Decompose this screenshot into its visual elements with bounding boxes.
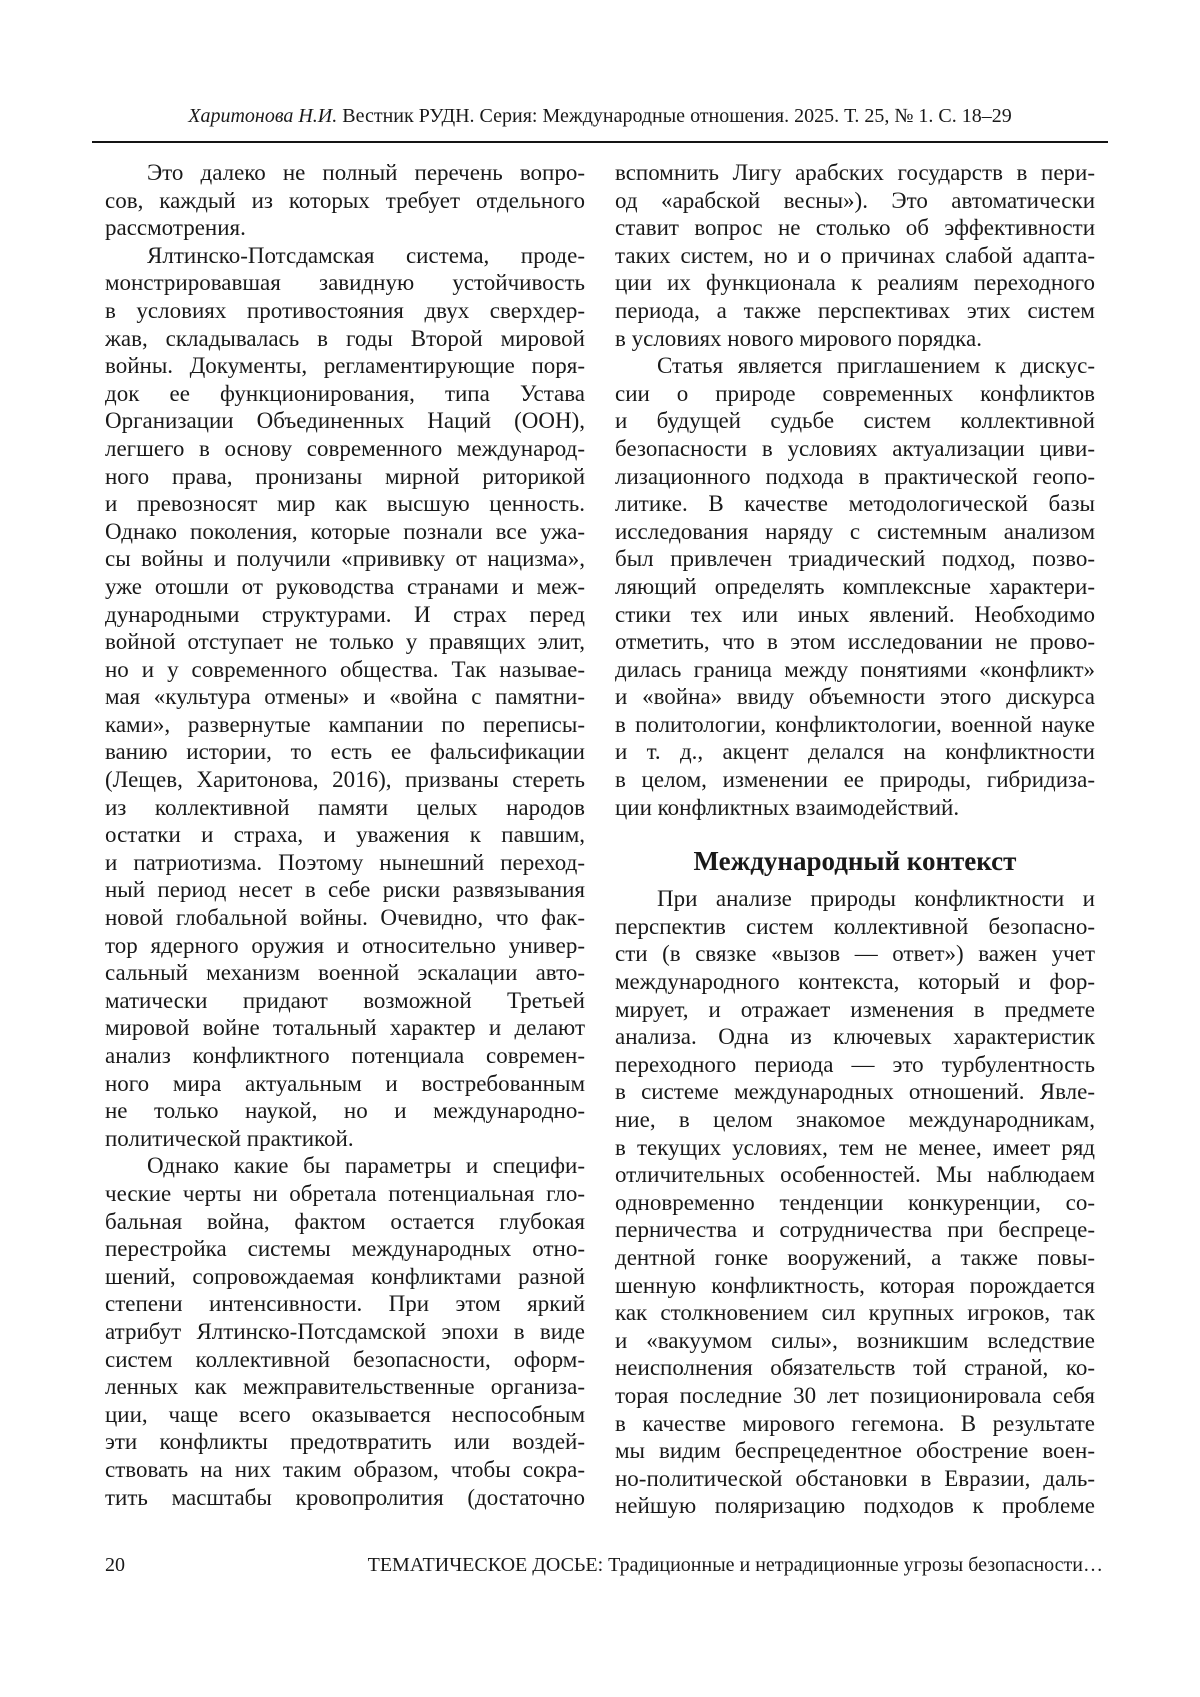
text-line: дентной гонке вооружений, а также повы- <box>615 1244 1095 1270</box>
text-line: в политологии, конфликтологии, военной науке <box>615 711 1095 737</box>
header-citation: Вестник РУДН. Серия: Международные отношения. 2025. Т. 25, № 1. С. 18–29 <box>342 105 1012 127</box>
text-line: одновременно тенденции конкуренции, со- <box>615 1189 1095 1215</box>
text-line: стики тех или иных явлений. Необходимо <box>615 601 1095 627</box>
text-line: рассмотрения. <box>105 215 246 241</box>
text-line: мы видим беспрецедентное обострение воен- <box>615 1438 1095 1464</box>
text-line: в системе международных отношений. Явле- <box>615 1079 1095 1105</box>
text-line: ствовать на них таким образом, чтобы сокра- <box>105 1456 585 1482</box>
text-line: шенную конфликтность, которая порождается <box>615 1272 1095 1298</box>
paragraph <box>615 159 1095 352</box>
text-line: международного контекста, который и фор- <box>615 969 1095 995</box>
text-line: легшего в основу современного международ- <box>105 435 585 461</box>
text-line: Статья является приглашением к дискус- <box>657 353 1095 379</box>
text-line: как столкновением сил крупных игроков, так <box>615 1300 1095 1326</box>
text-line: тить масштабы кровопролития (достаточно <box>105 1484 585 1510</box>
text-line: Организации Объединенных Наций (ООН), <box>105 408 585 434</box>
text-line: ции их функционала к реалиям переходного <box>615 270 1095 296</box>
text-line: перничества и сотрудничества при беспреце- <box>615 1217 1095 1243</box>
text-line: док ее функционирования, типа Устава <box>105 380 585 406</box>
text-line: анализ конфликтного потенциала современ- <box>105 1043 585 1068</box>
text-line: нейшую поляризацию подходов к проблеме <box>615 1493 1095 1519</box>
text-line: был привлечен триадический подход, позво- <box>615 546 1095 572</box>
text-line: из коллективной памяти целых народов <box>105 794 585 820</box>
section-heading: Международный контекст <box>693 846 1017 877</box>
text-line: перспектив систем коллективной безопасно- <box>615 913 1095 939</box>
text-line: тор ядерного оружия и относительно универ- <box>105 932 585 958</box>
paragraph <box>105 159 585 242</box>
text-line: Это далеко не полный перечень вопро- <box>147 160 585 185</box>
text-line: политической практикой. <box>105 1125 354 1151</box>
text-line: бальная война, фактом остается глубокая <box>105 1208 585 1234</box>
text-line: мая «культура отмены» и «война с памятни- <box>105 684 585 710</box>
text-line: войны. Документы, регламентирующие поря- <box>105 353 585 379</box>
text-line: отметить, что в этом исследовании не прово- <box>615 629 1095 655</box>
text-line: в условиях нового мирового порядка. <box>615 325 982 351</box>
text-line: сти (в связке «вызов — ответ») важен учет <box>615 941 1095 967</box>
text-line: но и у современного общества. Так называе- <box>105 656 585 682</box>
text-line: ный период несет в себе риски развязывания <box>105 877 585 903</box>
text-line: монстрировавшая завидную устойчивость <box>105 270 585 296</box>
text-line: мирует, и отражает изменения в предмете <box>615 996 1095 1022</box>
text-line: но-политической обстановки в Евразии, даль- <box>615 1465 1095 1491</box>
text-line: таких систем, но и о причинах слабой адапта- <box>615 242 1095 268</box>
left-column <box>105 159 585 1511</box>
text-line: матически придают возможной Третьей <box>105 987 585 1013</box>
text-line: ного права, пронизаны мирной риторикой <box>105 463 585 489</box>
text-line: мировой войне тотальный характер и делают <box>105 1015 585 1041</box>
text-line: и будущей судьбе систем коллективной <box>615 408 1095 434</box>
text-line: ческие черты ни обретала потенциальная гло- <box>105 1180 585 1206</box>
text-line: ции, чаще всего оказывается неспособным <box>105 1401 585 1427</box>
text-line: степени интенсивности. При этом яркий <box>105 1291 585 1317</box>
text-line: ляющий определять комплексные характери- <box>615 573 1095 599</box>
paragraph <box>615 885 1095 1520</box>
text-line: шений, сопровождаемая конфликтами разной <box>105 1263 585 1289</box>
text-line: ставит вопрос не столько об эффективности <box>615 215 1095 241</box>
text-line: лизационного подхода в практической геопо- <box>615 463 1095 489</box>
text-line: Ялтинско-Потсдамская система, проде- <box>147 242 585 268</box>
text-line: ванию истории, то есть ее фальсификации <box>105 739 585 765</box>
text-line: сальный механизм военной эскалации авто- <box>105 960 585 986</box>
text-line: остатки и страха, и уважения к павшим, <box>105 822 585 848</box>
text-line: переходного периода — это турбулентность <box>615 1051 1095 1077</box>
text-line: Однако поколения, которые познали все ужа- <box>105 518 585 544</box>
text-line: литике. В качестве методологической базы <box>615 491 1095 517</box>
text-line: ками», развернутые кампании по переписы- <box>105 711 585 737</box>
header-author: Харитонова Н.И. <box>188 105 338 127</box>
text-line: жав, складывалась в годы Второй мировой <box>105 325 585 351</box>
text-line: войной отступает не только у правящих элит, <box>105 629 585 655</box>
text-line: отличительных особенностей. Мы наблюдаем <box>615 1162 1095 1188</box>
text-line: Однако какие бы параметры и специфи- <box>147 1153 585 1179</box>
text-line: систем коллективной безопасности, оформ- <box>105 1346 585 1372</box>
text-line: ции конфликтных взаимодействий. <box>615 794 960 820</box>
text-line: исследования наряду с системным анализом <box>615 518 1095 544</box>
text-line: в текущих условиях, тем не менее, имеет ряд <box>615 1134 1095 1160</box>
text-line: и «война» ввиду объемности этого дискурса <box>615 684 1095 710</box>
running-title: ТЕМАТИЧЕСКОЕ ДОСЬЕ: Традиционные и нетрадиционные угрозы безопасности… <box>367 1554 1103 1576</box>
text-line: атрибут Ялтинско-Потсдамской эпохи в виде <box>105 1318 585 1344</box>
text-line: безопасности в условиях актуализации циви- <box>615 435 1095 461</box>
text-line: в качестве мирового гегемона. В результате <box>615 1410 1095 1436</box>
paragraph <box>105 1152 585 1511</box>
header-rule <box>92 141 1108 143</box>
text-line: од «арабской весны»). Это автоматически <box>615 187 1095 213</box>
text-line: и патриотизма. Поэтому нынешний переход- <box>105 849 585 875</box>
right-column <box>615 159 1095 1520</box>
text-line: новой глобальной войны. Очевидно, что фак- <box>105 905 585 931</box>
text-line: неисполнения обязательств той страной, ко- <box>615 1355 1095 1381</box>
text-line: сии о природе современных конфликтов <box>615 380 1095 406</box>
text-line: дилась граница между понятиями «конфликт» <box>615 656 1095 682</box>
text-line: ленных как межправительственные организа- <box>105 1374 585 1400</box>
text-line: эти конфликты предотвратить или воздей- <box>105 1429 585 1455</box>
text-line: При анализе природы конфликтности и <box>657 886 1095 912</box>
text-line: в целом, изменении ее природы, гибридиза- <box>615 767 1095 793</box>
text-line: перестройка системы международных отно- <box>105 1236 585 1262</box>
text-line: дународными структурами. И страх перед <box>105 601 585 627</box>
text-line: анализа. Одна из ключевых характеристик <box>615 1024 1095 1050</box>
paragraph <box>105 242 585 1153</box>
text-line: ние, в целом знакомое международникам, <box>615 1107 1095 1132</box>
text-line: и превозносят мир как высшую ценность. <box>105 491 585 517</box>
text-line: ного мира актуальным и востребованным <box>105 1070 585 1096</box>
text-line: торая последние 30 лет позиционировала себя <box>615 1382 1095 1408</box>
text-line: сы войны и получили «прививку от нацизма», <box>105 546 585 572</box>
text-line: сов, каждый из которых требует отдельного <box>105 187 585 213</box>
page-number: 20 <box>105 1554 125 1576</box>
text-line: и т. д., акцент делался на конфликтности <box>615 739 1095 765</box>
page-header <box>100 104 1100 128</box>
text-line: в условиях противостояния двух сверхдер- <box>105 297 585 323</box>
text-line: вспомнить Лигу арабских государств в пери- <box>615 160 1095 185</box>
paragraph <box>615 352 1095 821</box>
text-line: уже отошли от руководства странами и меж- <box>105 573 585 599</box>
text-line: не только наукой, но и международно- <box>105 1098 585 1124</box>
text-line: периода, а также перспективах этих систем <box>615 297 1095 323</box>
text-line: (Лещев, Харитонова, 2016), призваны стереть <box>105 767 585 793</box>
text-line: и «вакуумом силы», возникшим вследствие <box>615 1327 1095 1353</box>
